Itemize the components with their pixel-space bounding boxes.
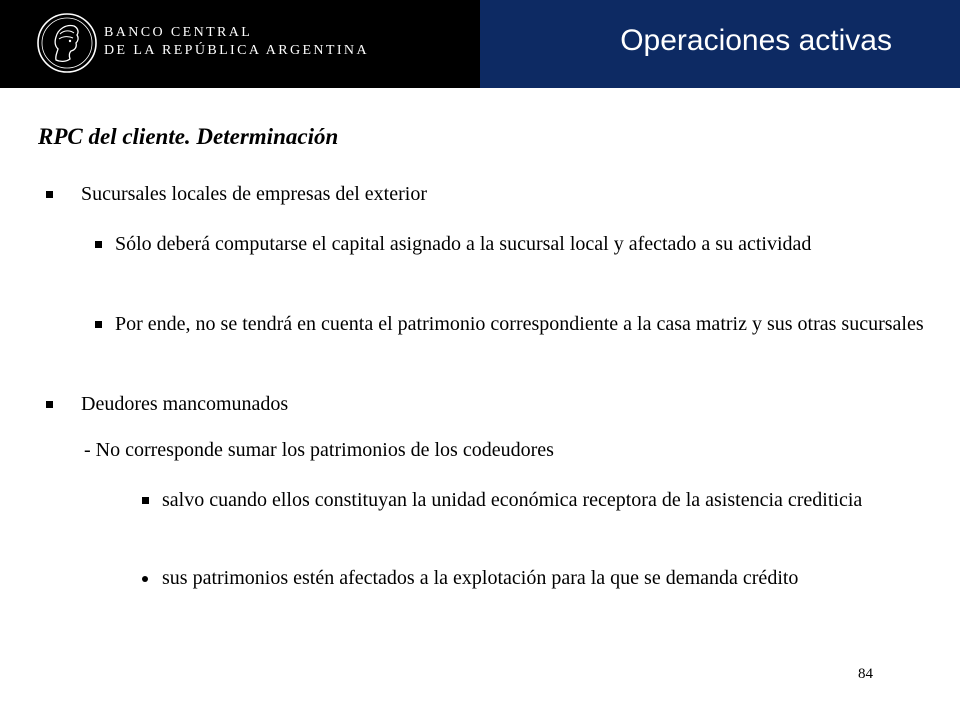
square-bullet-icon	[95, 321, 102, 328]
section-title: Operaciones activas	[620, 24, 892, 57]
bank-name-line2: DE LA REPÚBLICA ARGENTINA	[104, 43, 369, 58]
list-item	[46, 390, 926, 418]
bank-name-line1: BANCO CENTRAL	[104, 25, 253, 40]
dot-bullet-icon	[142, 576, 148, 582]
list-item	[95, 230, 926, 258]
square-bullet-icon	[142, 497, 149, 504]
list-item-text: - No corresponde sumar los patrimonios de los codeudores	[84, 439, 554, 461]
list-item-text: Por ende, no se tendrá en cuenta el patrimonio correspondiente a la casa matriz y sus otras sucursales	[115, 313, 924, 335]
list-item-text: Sucursales locales de empresas del exterior	[81, 183, 427, 205]
square-bullet-icon	[46, 401, 53, 408]
list-item	[95, 310, 926, 338]
page-number: 84	[858, 666, 873, 682]
list-item-text: Deudores mancomunados	[81, 393, 289, 415]
slide-header	[0, 0, 960, 88]
list-item-text: sus patrimonios estén afectados a la explotación para la que se demanda crédito	[162, 567, 799, 589]
list-item	[142, 564, 926, 592]
slide-title: RPC del cliente. Determinación	[38, 124, 339, 149]
square-bullet-icon	[95, 241, 102, 248]
list-item-text: Sólo deberá computarse el capital asignado a la sucursal local y afectado a su actividad	[115, 233, 812, 255]
list-item	[84, 436, 926, 464]
header-left-panel	[0, 0, 480, 88]
list-item-text: salvo cuando ellos constituyan la unidad económica receptora de la asistencia crediticia	[162, 489, 863, 511]
square-bullet-icon	[46, 191, 53, 198]
list-item	[142, 486, 926, 514]
bank-seal-icon	[36, 12, 98, 74]
list-item	[46, 180, 926, 208]
